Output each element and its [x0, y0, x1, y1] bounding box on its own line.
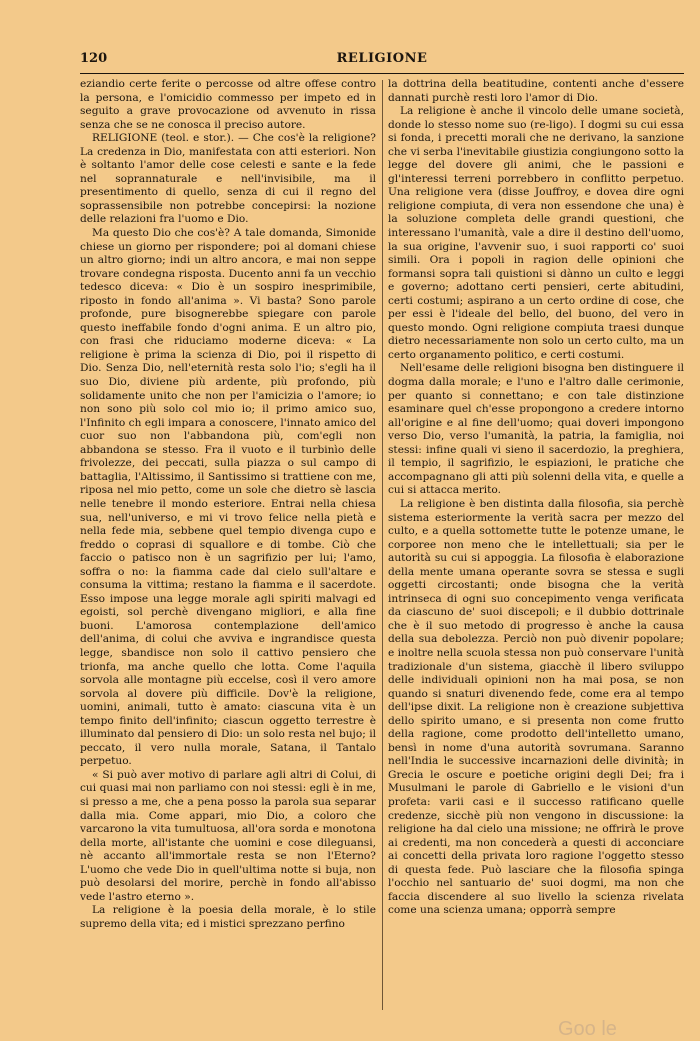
paragraph: RELIGIONE (teol. e stor.). — Che cos'è la religione? La credenza in Dio, manifestata con atti esteriori. Non è soltanto l'amor delle cose celesti e sante e la fede nel soprannaturale e nell'invisibile, ma il presentimento di quello, senza di cui il regno del soprassensibile non potrebbe concepirsi: la nozione delle relazioni fra l'uomo e Dio.	[80, 132, 376, 226]
watermark: Goo le	[558, 1018, 617, 1040]
paragraph: Ma questo Dio che cos'è? A tale domanda, Simonide chiese un giorno per rispondere; poi al domani chiese un altro giorno; indi un altro ancora, e mai non seppe trovare condegna risposta. Ducento anni fa un vecchio tedesco diceva: « Dio è un sospiro inesprimibile, riposto in fondo all'anima ». Vi basta? Sono parole profonde, pure bisognerebbe spiegare con parole questo ineffabile fondo d'ogni anima. E un altro pio, con frasi che riduciamo moderne diceva: « La religione è prima la scienza di Dio, poi il rispetto di Dio. Senza Dio, nell'eternità resta solo l'io; s'egli ha il suo Dio, diviene più ardente, più profondo, più solidamente unito che non per l'amicizia o l'amore; io non sono più solo col mio io; il primo amico suo, l'Infinito ch egli impara a conoscere, l'innato amico del cuor suo non l'abbandona più, com'egli non abbandona se stesso. Fra il vuoto e il turbinìo delle frivolezze, dei peccati, sulla piazza o sul campo di battaglia, l'Altissimo, il Santissimo si trattiene con me, riposa nel mio petto, come un sole che dietro sè lascia nelle tenebre il mondo esteriore. Entrai nella chiesa sua, nell'universo, e mi vi trovo felice nella pietà e nella fede mia, sebbene quel tempio divenga cupo e freddo o coprasi di squallore e di tombe. Ciò che faccio o patisco non è un sagrifizio per lui; l'amo, soffra o no: la fiamma cade dal cielo sull'altare e consuma la vittima; restano la fiamma e il sacerdote. Esso impose una legge morale agli spiriti malvagi ed egoisti, sol perchè divengano migliori, e alla fine buoni. L'amorosa contemplazione dell'amico dell'anima, di colui che avviva e ingrandisce questa legge, sbandisce non solo il cattivo pensiero che trionfa, ma anche quello che lotta. Come l'aquila sorvola alle montagne più eccelse, così il vero amore sorvola al dovere più difficile. Dov'è la religione, uomini, animali, tutto è amato: ciascuna vita è un tempo finito dell'infinito; ciascun oggetto terrestre è illuminato dal pensiero di Dio: un solo resta nel bujo; il peccato, il vero nulla morale, Satana, il Tantalo perpetuo.	[80, 227, 376, 768]
paragraph: Nell'esame delle religioni bisogna ben distinguere il dogma dalla morale; e l'uno e l'altro dalle cerimonie, per quanto si connettano; e con tale distinzione esaminare quel ch'esse propongono a credere intorno all'origine e al fine dell'uomo; quai doveri impongono verso Dio, verso l'umanità, la patria, la famiglia, noi stessi: infine quali vi sieno il sacerdozio, la preghiera, il tempio, il sagrifizio, le espiazioni, le pratiche che accompagnano gli atti più solenni della vita, e quelle a cui si attacca merito.	[388, 362, 684, 497]
paragraph: La religione è la poesia della morale, è lo stile supremo della vita; ed i mistici sprezzano perfino	[80, 904, 376, 930]
text-columns	[80, 78, 684, 1013]
paragraph: La religione è ben distinta dalla filosofia, sia perchè sistema esteriormente la verità sacra per mezzo del culto, e a quella sottomette tutte le potenze umane, le corporee non meno che le intellettuali; sia per le autorità su cui si appoggia. La filosofia è elaborazione della mente umana operante sovra se stessa e sugli oggetti circostanti; onde bisogna che la verità intrinseca di ogni suo concepimento venga verificata da ciascuno de' suoi discepoli; e il dubbio dottrinale che è il suo metodo di progresso è anche la causa della sua debolezza. Perciò non può divenir popolare; e inoltre nella scuola stessa non può conservare l'unità tradizionale d'un sistema, giacchè il libero sviluppo delle individuali opinioni non ha mai posa, se non quando si snaturi divenendo fede, come era al tempo dell'ipse dixit. La religione non è creazione subjettiva dello spirito umano, e si presenta non come frutto della ragione, come prodotto dell'intelletto umano, bensì in nome d'una autorità sovrumana. Saranno nell'India le successive incarnazioni delle divinità; in Grecia le oscure e poetiche origini degli Dei; fra i Musulmani le parole di Gabriello e le visioni d'un profeta: varii casi e il successo ratificano quelle credenze, sicchè più non vengono in discussione: la religione ha dal cielo una missione; ne offrirà le prove ai credenti, ma non concederà a questi di acconciare ai concetti della privata loro ragione l'oggetto stesso di questa fede. Può lasciare che la filosofia spinga l'occhio nel santuario de' suoi dogmi, ma non che faccia discendere al suo livello la scienza rivelata come una scienza umana; opporrà sempre	[388, 497, 684, 917]
paragraph: « Si può aver motivo di parlare agli altri di Colui, di cui quasi mai non parliamo con noi stessi: egli è in me, si presso a me, che a pena posso la parola sua separar dalla mia. Come appari, mio Dio, a coloro che varcarono la vita tumultuosa, all'ora sorda e monotona della morte, all'istante che uomini e cose dileguansi, nè accanto all'immortale resta se non l'Eterno? L'uomo che vede Dio in quell'ultima notte si buja, non può desolarsi del morire, perchè in fondo all'abisso vede l'astro eterno ».	[80, 768, 376, 903]
paragraph: La religione è anche il vincolo delle umane società, donde lo stesso nome suo (re-ligo). I dogmi su cui essa si fonda, i precetti morali che ne derivano, la sanzione che vi serba l'inevitabile giustizia congiungono sotto la legge del dovere gli animi, che le passioni e gl'interessi terreni porrebbero in conflitto perpetuo. Una religione vera (disse Jouffroy, e dovea dire ogni religione compiuta, di vera non essendone che una) è la soluzione completa delle grandi questioni, che interessano l'umanità, vale a dire il destino dell'uomo, la sua origine, l'avvenir suo, i suoi rapporti co' suoi simili. Ora i popoli in ragion delle opinioni che formansi sopra tali quistioni si dànno un culto e leggi e governo; adottano certi pensieri, certe abitudini, certi costumi; aspirano a un certo ordine di cose, che per essi è l'ideale del bello, del buono, del vero in questo mondo. Ogni religione compiuta traesi dunque dietro necessariamente non solo un certo culto, ma un certo organamento politico, e certi costumi.	[388, 105, 684, 361]
running-title: RELIGIONE	[336, 51, 428, 66]
header-rule	[80, 73, 684, 74]
column-divider	[382, 80, 383, 1010]
right-column	[388, 78, 684, 1013]
paragraph: eziandio certe ferite o percosse od altre offese contro la persona, e l'omicidio commesso per impeto ed in seguito a grave provocazione od avvenuto in rissa senza che se ne conosca il preciso autore.	[80, 78, 376, 131]
page-header	[80, 51, 684, 71]
left-column	[80, 78, 376, 1013]
paragraph: la dottrina della beatitudine, contenti anche d'essere dannati purchè resti loro l'amor di Dio.	[388, 78, 684, 104]
page-number: 120	[80, 51, 108, 66]
